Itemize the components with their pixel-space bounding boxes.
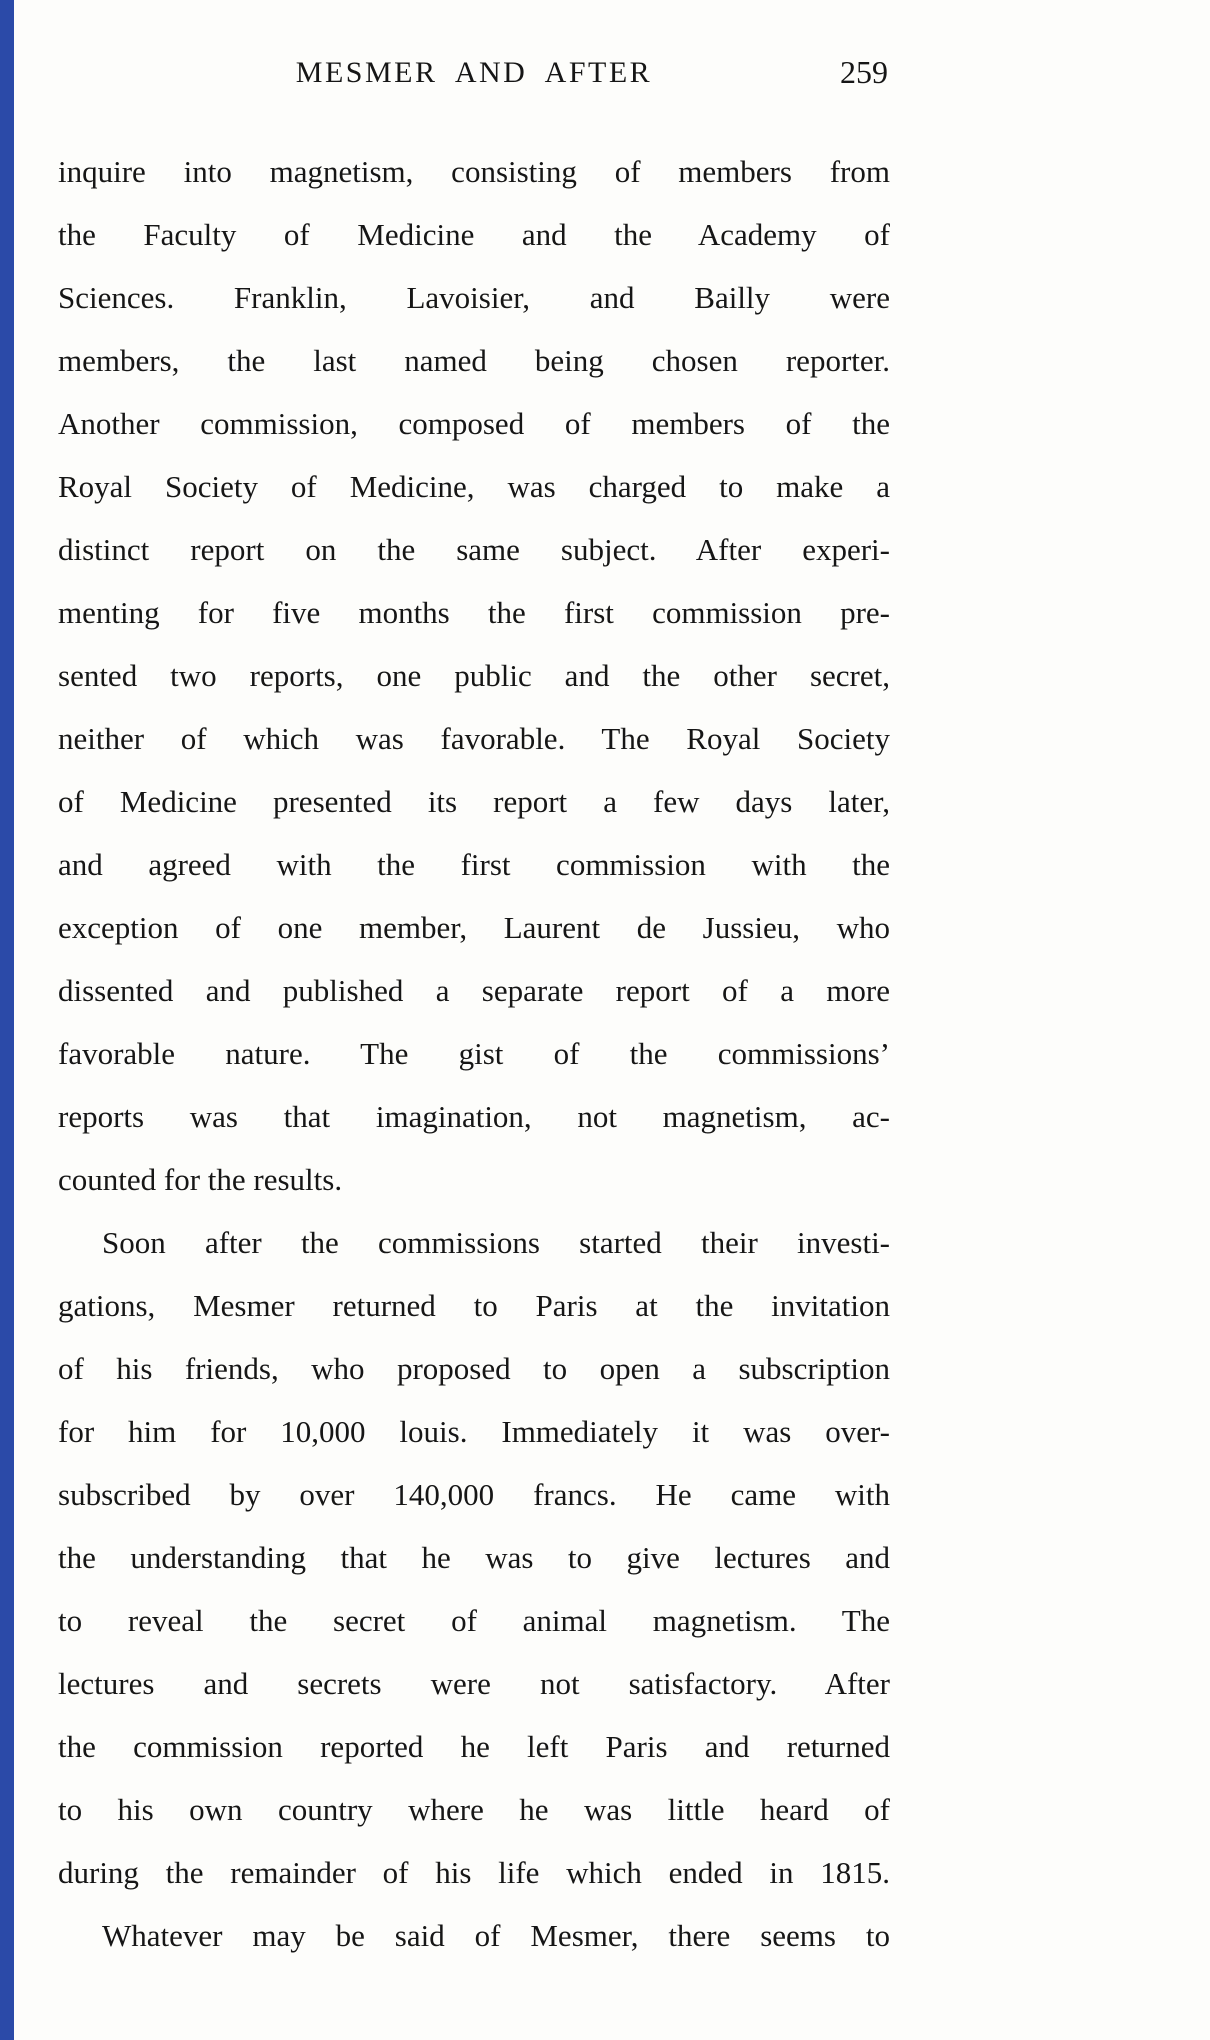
text-line: menting for five months the first commission pre-	[58, 595, 890, 630]
text-line: sented two reports, one public and the other secret,	[58, 658, 890, 693]
text-line: exception of one member, Laurent de Jussieu, who	[58, 910, 890, 945]
text-line: Sciences. Franklin, Lavoisier, and Bailly were	[58, 280, 890, 315]
text-line: gations, Mesmer returned to Paris at the invitation	[58, 1288, 890, 1323]
text-line: subscribed by over 140,000 francs. He came with	[58, 1477, 890, 1512]
chapter-running-title: MESMER AND AFTER	[295, 56, 653, 89]
paragraph	[58, 1211, 890, 1904]
text-line: of his friends, who proposed to open a subscription	[58, 1351, 890, 1386]
text-line: to reveal the secret of animal magnetism. The	[58, 1603, 890, 1638]
text-line: favorable nature. The gist of the commissions’	[58, 1036, 890, 1071]
text-line: members, the last named being chosen reporter.	[58, 343, 890, 378]
text-line: reports was that imagination, not magnetism, ac-	[58, 1099, 890, 1134]
text-line: to his own country where he was little heard of	[58, 1792, 890, 1827]
text-line: dissented and published a separate report of a more	[58, 973, 890, 1008]
page-body	[58, 140, 890, 1967]
text-line: and agreed with the first commission with the	[58, 847, 890, 882]
paragraph	[58, 140, 890, 1211]
text-line: Whatever may be said of Mesmer, there seems to	[102, 1918, 890, 1953]
text-line: the understanding that he was to give lectures and	[58, 1540, 890, 1575]
text-line: Soon after the commissions started their investi-	[102, 1225, 890, 1260]
text-line: Another commission, composed of members of the	[58, 406, 890, 441]
text-line: Royal Society of Medicine, was charged to make a	[58, 469, 890, 504]
running-header	[58, 48, 890, 104]
text-line: the commission reported he left Paris and returned	[58, 1729, 890, 1764]
page-content	[58, 48, 890, 1967]
text-line: of Medicine presented its report a few days later,	[58, 784, 890, 819]
paragraph	[58, 1904, 890, 1967]
text-line: lectures and secrets were not satisfactory. After	[58, 1666, 890, 1701]
text-line: neither of which was favorable. The Royal Society	[58, 721, 890, 756]
text-line: distinct report on the same subject. After experi-	[58, 532, 890, 567]
text-line: for him for 10,000 louis. Immediately it was over-	[58, 1414, 890, 1449]
text-line: inquire into magnetism, consisting of members from	[58, 154, 890, 189]
text-line: during the remainder of his life which ended in 1815.	[58, 1855, 890, 1890]
page-number: 259	[840, 54, 888, 90]
text-line: the Faculty of Medicine and the Academy of	[58, 217, 890, 252]
book-binding-edge	[0, 0, 14, 2040]
text-line: counted for the results.	[58, 1162, 343, 1197]
